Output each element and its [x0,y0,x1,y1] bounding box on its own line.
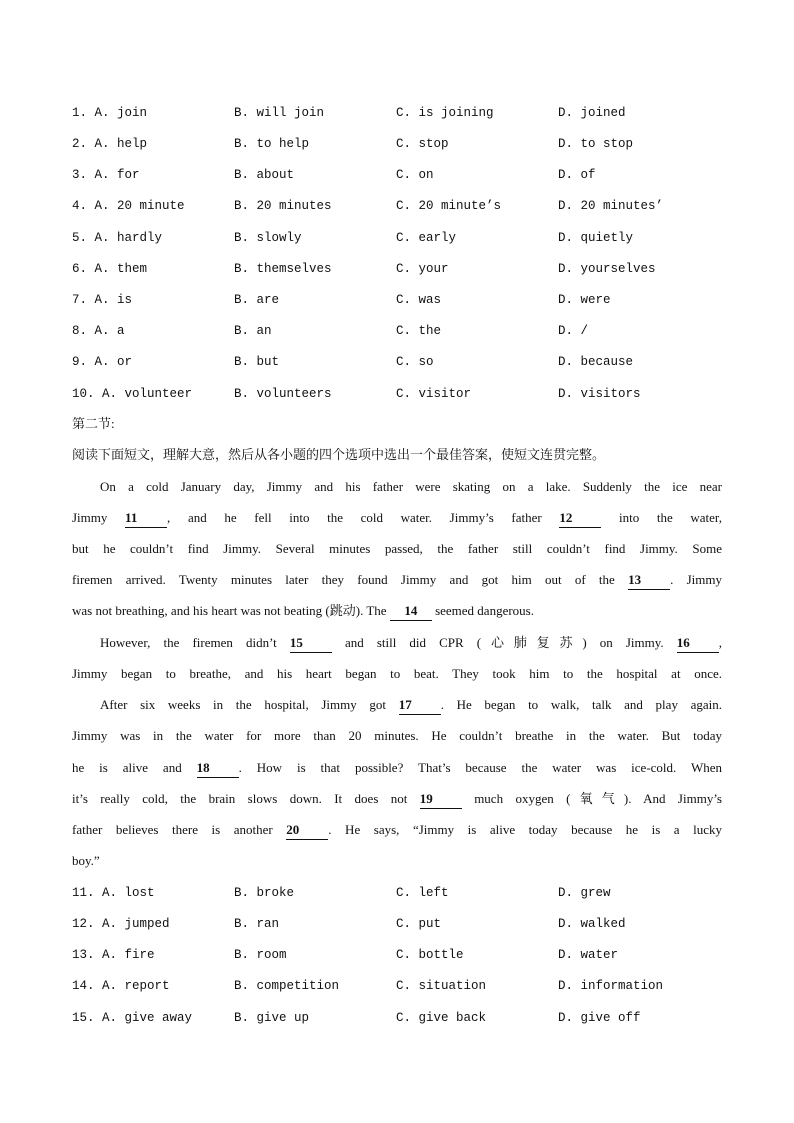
passage-text: was not breathing, and his heart was not beating (跳动). The [72,603,390,618]
option-c: C. the [396,324,442,338]
passage-line [72,819,722,841]
passage-line [72,757,722,779]
option-a: 15. A. give away [72,1011,193,1025]
passage-line: Jimmy was in the water for more than 20 minutes. He couldn’t breathe in the water. But today [72,728,722,743]
option-d: D. / [558,324,589,338]
passage-line: On a cold January day, Jimmy and his father were skating on a lake. Suddenly the ice near [100,479,722,494]
option-b: B. but [234,355,280,369]
option-d: D. walked [558,917,626,931]
option-a: 5. A. hardly [72,231,163,245]
passage-text: After six weeks in the hospital, Jimmy got [100,697,399,712]
passage-line [72,569,722,591]
option-row [72,384,732,404]
option-c: C. so [396,355,434,369]
option-row [72,196,732,216]
passage-text: , [718,635,723,650]
option-a: 3. A. for [72,168,140,182]
passage-text: Jimmy [72,510,126,525]
option-a: 10. A. volunteer [72,387,193,401]
option-b: B. competition [234,979,340,993]
passage-text: . He began to walk, talk and play again. [440,697,722,712]
option-d: D. grew [558,886,611,900]
option-d: D. visitors [558,387,641,401]
option-b: B. an [234,324,272,338]
option-row [72,228,732,248]
option-b: B. are [234,293,280,307]
blank-13: 13 [628,571,670,590]
option-d: D. information [558,979,664,993]
option-c: C. situation [396,979,487,993]
passage-text: . Jimmy [670,572,722,587]
option-d: D. of [558,168,596,182]
blank-20: 20 [286,821,328,840]
option-a: 2. A. help [72,137,148,151]
option-a: 13. A. fire [72,948,155,962]
option-b: B. room [234,948,287,962]
passage-line [100,632,722,654]
option-row [72,321,732,341]
option-d: D. give off [558,1011,641,1025]
section-instruction: 阅读下面短文，理解大意，然后从各小题的四个选项中选出一个最佳答案，使短文连贯完整。 [72,447,606,462]
passage-text: much oxygen (氧气). And Jimmy’s [461,791,722,806]
option-b: B. themselves [234,262,332,276]
option-b: B. to help [234,137,310,151]
blank-16: 16 [677,634,719,653]
option-c: C. bottle [396,948,464,962]
option-a: 6. A. them [72,262,148,276]
blank-15: 15 [290,634,332,653]
passage-text: However, the firemen didn’t [100,635,290,650]
option-c: C. 20 minute’s [396,199,502,213]
blank-12: 12 [559,509,601,528]
passage-text: , and he fell into the cold water. Jimmy’s father [167,510,560,525]
option-d: D. yourselves [558,262,656,276]
option-c: C. stop [396,137,449,151]
passage-line: Jimmy began to breathe, and his heart began to beat. They took him to the hospital at once. [72,666,722,681]
passage-line [72,600,722,622]
option-d: D. quietly [558,231,634,245]
blank-11: 11 [125,509,167,528]
option-d: D. 20 minutes’ [558,199,664,213]
option-b: B. about [234,168,295,182]
section-heading: 第二节: [72,416,115,431]
passage-text: . He says, “Jimmy is alive today because he is a lucky [328,822,722,837]
option-row [72,1008,732,1028]
passage-text: firemen arrived. Twenty minutes later they found Jimmy and got him out of the [72,572,629,587]
option-row [72,976,732,996]
passage-text: it’s really cold, the brain slows down. It does not [72,791,420,806]
option-a: 12. A. jumped [72,917,170,931]
option-c: C. your [396,262,449,276]
blank-14: 14 [390,602,432,621]
option-row [72,259,732,279]
option-row [72,103,732,123]
passage-line: boy.” [72,853,100,868]
option-d: D. to stop [558,137,634,151]
option-a: 8. A. a [72,324,125,338]
option-a: 14. A. report [72,979,170,993]
option-d: D. because [558,355,634,369]
option-d: D. were [558,293,611,307]
option-row [72,352,732,372]
option-a: 7. A. is [72,293,133,307]
blank-17: 17 [399,696,441,715]
option-d: D. water [558,948,619,962]
passage-text: . How is that possible? That’s because the water was ice-cold. When [238,760,722,775]
option-row [72,290,732,310]
option-a: 4. A. 20 minute [72,199,185,213]
passage-text: and still did CPR (心肺复苏) on Jimmy. [331,635,677,650]
option-row [72,883,732,903]
option-row [72,134,732,154]
passage-text: he is alive and [72,760,197,775]
option-c: C. visitor [396,387,472,401]
option-b: B. broke [234,886,295,900]
option-c: C. left [396,886,449,900]
option-b: B. volunteers [234,387,332,401]
option-c: C. give back [396,1011,487,1025]
option-c: C. early [396,231,457,245]
option-c: C. is joining [396,106,494,120]
option-c: C. was [396,293,442,307]
option-b: B. ran [234,917,280,931]
blank-19: 19 [420,790,462,809]
option-a: 11. A. lost [72,886,155,900]
option-b: B. slowly [234,231,302,245]
passage-line: but he couldn’t find Jimmy. Several minutes passed, the father still couldn’t find Jimmy. Some [72,541,722,556]
blank-18: 18 [197,759,239,778]
option-row [72,165,732,185]
option-b: B. will join [234,106,325,120]
option-b: B. give up [234,1011,310,1025]
passage-line [72,788,722,810]
passage-text: seemed dangerous. [431,603,534,618]
passage-line [72,507,722,529]
option-row [72,914,732,934]
passage-line [100,694,722,716]
passage-text: father believes there is another [72,822,287,837]
option-c: C. put [396,917,442,931]
option-row [72,945,732,965]
option-b: B. 20 minutes [234,199,332,213]
option-a: 9. A. or [72,355,133,369]
option-c: C. on [396,168,434,182]
option-a: 1. A. join [72,106,148,120]
option-d: D. joined [558,106,626,120]
passage-text: into the water, [601,510,722,525]
